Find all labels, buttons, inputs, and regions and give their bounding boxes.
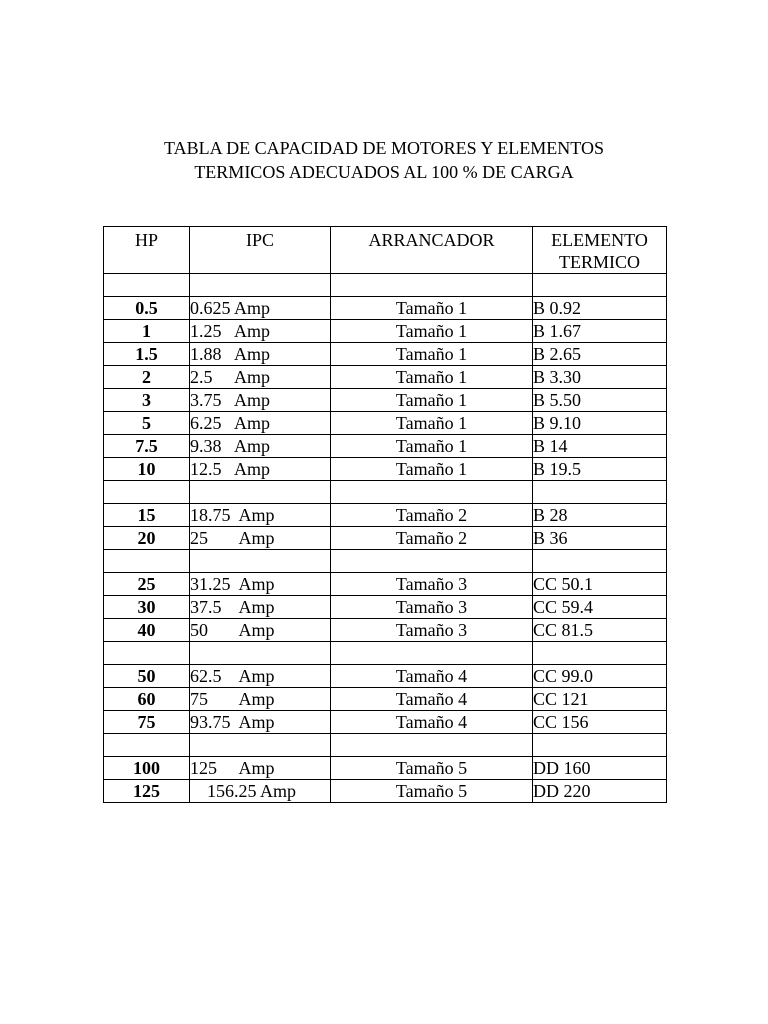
hp-cell: 30 [104,596,190,619]
blank-separator-row [104,734,667,757]
blank-cell [190,642,331,665]
hp-cell: 125 [104,780,190,803]
header-elemento-line-1: ELEMENTO [551,230,648,250]
ipc-cell: 1.88 Amp [190,343,331,366]
blank-cell [104,274,190,297]
elemento-termico-cell: B 1.67 [533,320,667,343]
table-row [104,596,667,619]
hp-cell: 60 [104,688,190,711]
elemento-termico-cell: B 2.65 [533,343,667,366]
elemento-termico-cell: B 36 [533,527,667,550]
elemento-termico-cell: B 5.50 [533,389,667,412]
blank-separator-row [104,481,667,504]
elemento-termico-cell: B 19.5 [533,458,667,481]
arrancador-cell: Tamaño 3 [331,619,533,642]
blank-cell [533,734,667,757]
blank-cell [331,274,533,297]
hp-cell: 1.5 [104,343,190,366]
table-row [104,757,667,780]
elemento-termico-cell: B 3.30 [533,366,667,389]
arrancador-cell: Tamaño 5 [331,757,533,780]
blank-separator-row [104,642,667,665]
table-row [104,527,667,550]
elemento-termico-cell: CC 99.0 [533,665,667,688]
ipc-cell: 18.75 Amp [190,504,331,527]
table-row [104,573,667,596]
hp-cell: 3 [104,389,190,412]
table-row [104,780,667,803]
table-row [104,435,667,458]
hp-cell: 25 [104,573,190,596]
blank-cell [331,642,533,665]
ipc-cell: 37.5 Amp [190,596,331,619]
table-row [104,665,667,688]
arrancador-cell: Tamaño 1 [331,389,533,412]
header-hp: HP [104,227,190,274]
hp-cell: 10 [104,458,190,481]
document-title [0,136,768,184]
hp-cell: 0.5 [104,297,190,320]
ipc-cell: 12.5 Amp [190,458,331,481]
arrancador-cell: Tamaño 1 [331,320,533,343]
hp-cell: 20 [104,527,190,550]
blank-cell [533,550,667,573]
title-line-1: TABLA DE CAPACIDAD DE MOTORES Y ELEMENTOS [164,138,604,158]
elemento-termico-cell: CC 81.5 [533,619,667,642]
blank-cell [104,481,190,504]
hp-cell: 1 [104,320,190,343]
ipc-cell: 25 Amp [190,527,331,550]
table-row [104,297,667,320]
elemento-termico-cell: B 14 [533,435,667,458]
arrancador-cell: Tamaño 1 [331,366,533,389]
arrancador-cell: Tamaño 4 [331,711,533,734]
arrancador-cell: Tamaño 2 [331,527,533,550]
elemento-termico-cell: CC 121 [533,688,667,711]
ipc-cell: 50 Amp [190,619,331,642]
hp-cell: 100 [104,757,190,780]
ipc-cell: 62.5 Amp [190,665,331,688]
table-row [104,504,667,527]
ipc-cell: 75 Amp [190,688,331,711]
title-line-2: TERMICOS ADECUADOS AL 100 % DE CARGA [194,162,574,182]
hp-cell: 2 [104,366,190,389]
arrancador-cell: Tamaño 4 [331,688,533,711]
ipc-cell: 9.38 Amp [190,435,331,458]
blank-cell [190,481,331,504]
elemento-termico-cell: B 28 [533,504,667,527]
ipc-cell: 0.625 Amp [190,297,331,320]
motor-capacity-table [103,226,667,803]
arrancador-cell: Tamaño 4 [331,665,533,688]
blank-cell [331,550,533,573]
arrancador-cell: Tamaño 1 [331,412,533,435]
blank-cell [533,274,667,297]
ipc-cell: 31.25 Amp [190,573,331,596]
elemento-termico-cell: CC 50.1 [533,573,667,596]
ipc-cell: 6.25 Amp [190,412,331,435]
blank-cell [190,550,331,573]
hp-cell: 7.5 [104,435,190,458]
arrancador-cell: Tamaño 1 [331,435,533,458]
blank-cell [533,642,667,665]
blank-cell [331,481,533,504]
blank-cell [104,550,190,573]
arrancador-cell: Tamaño 1 [331,458,533,481]
arrancador-cell: Tamaño 1 [331,343,533,366]
table-row [104,366,667,389]
hp-cell: 15 [104,504,190,527]
table-row [104,320,667,343]
elemento-termico-cell: CC 156 [533,711,667,734]
hp-cell: 50 [104,665,190,688]
table-header-row [104,227,667,274]
arrancador-cell: Tamaño 5 [331,780,533,803]
elemento-termico-cell: DD 160 [533,757,667,780]
ipc-cell: 156.25 Amp [190,780,331,803]
ipc-cell: 1.25 Amp [190,320,331,343]
table-row [104,389,667,412]
hp-cell: 40 [104,619,190,642]
blank-cell [190,734,331,757]
header-elemento-termico [533,227,667,274]
elemento-termico-cell: B 0.92 [533,297,667,320]
header-elemento-line-2: TERMICO [559,252,640,272]
table-row [104,458,667,481]
blank-cell [104,642,190,665]
elemento-termico-cell: B 9.10 [533,412,667,435]
elemento-termico-cell: DD 220 [533,780,667,803]
hp-cell: 5 [104,412,190,435]
ipc-cell: 2.5 Amp [190,366,331,389]
elemento-termico-cell: CC 59.4 [533,596,667,619]
hp-cell: 75 [104,711,190,734]
arrancador-cell: Tamaño 1 [331,297,533,320]
ipc-cell: 3.75 Amp [190,389,331,412]
arrancador-cell: Tamaño 2 [331,504,533,527]
table-row [104,412,667,435]
blank-separator-row [104,550,667,573]
ipc-cell: 125 Amp [190,757,331,780]
blank-cell [533,481,667,504]
table-row [104,343,667,366]
table-row [104,688,667,711]
blank-cell [190,274,331,297]
header-ipc: IPC [190,227,331,274]
blank-separator-row [104,274,667,297]
blank-cell [331,734,533,757]
arrancador-cell: Tamaño 3 [331,596,533,619]
ipc-cell: 93.75 Amp [190,711,331,734]
blank-cell [104,734,190,757]
table-row [104,619,667,642]
arrancador-cell: Tamaño 3 [331,573,533,596]
table-row [104,711,667,734]
header-arrancador: ARRANCADOR [331,227,533,274]
